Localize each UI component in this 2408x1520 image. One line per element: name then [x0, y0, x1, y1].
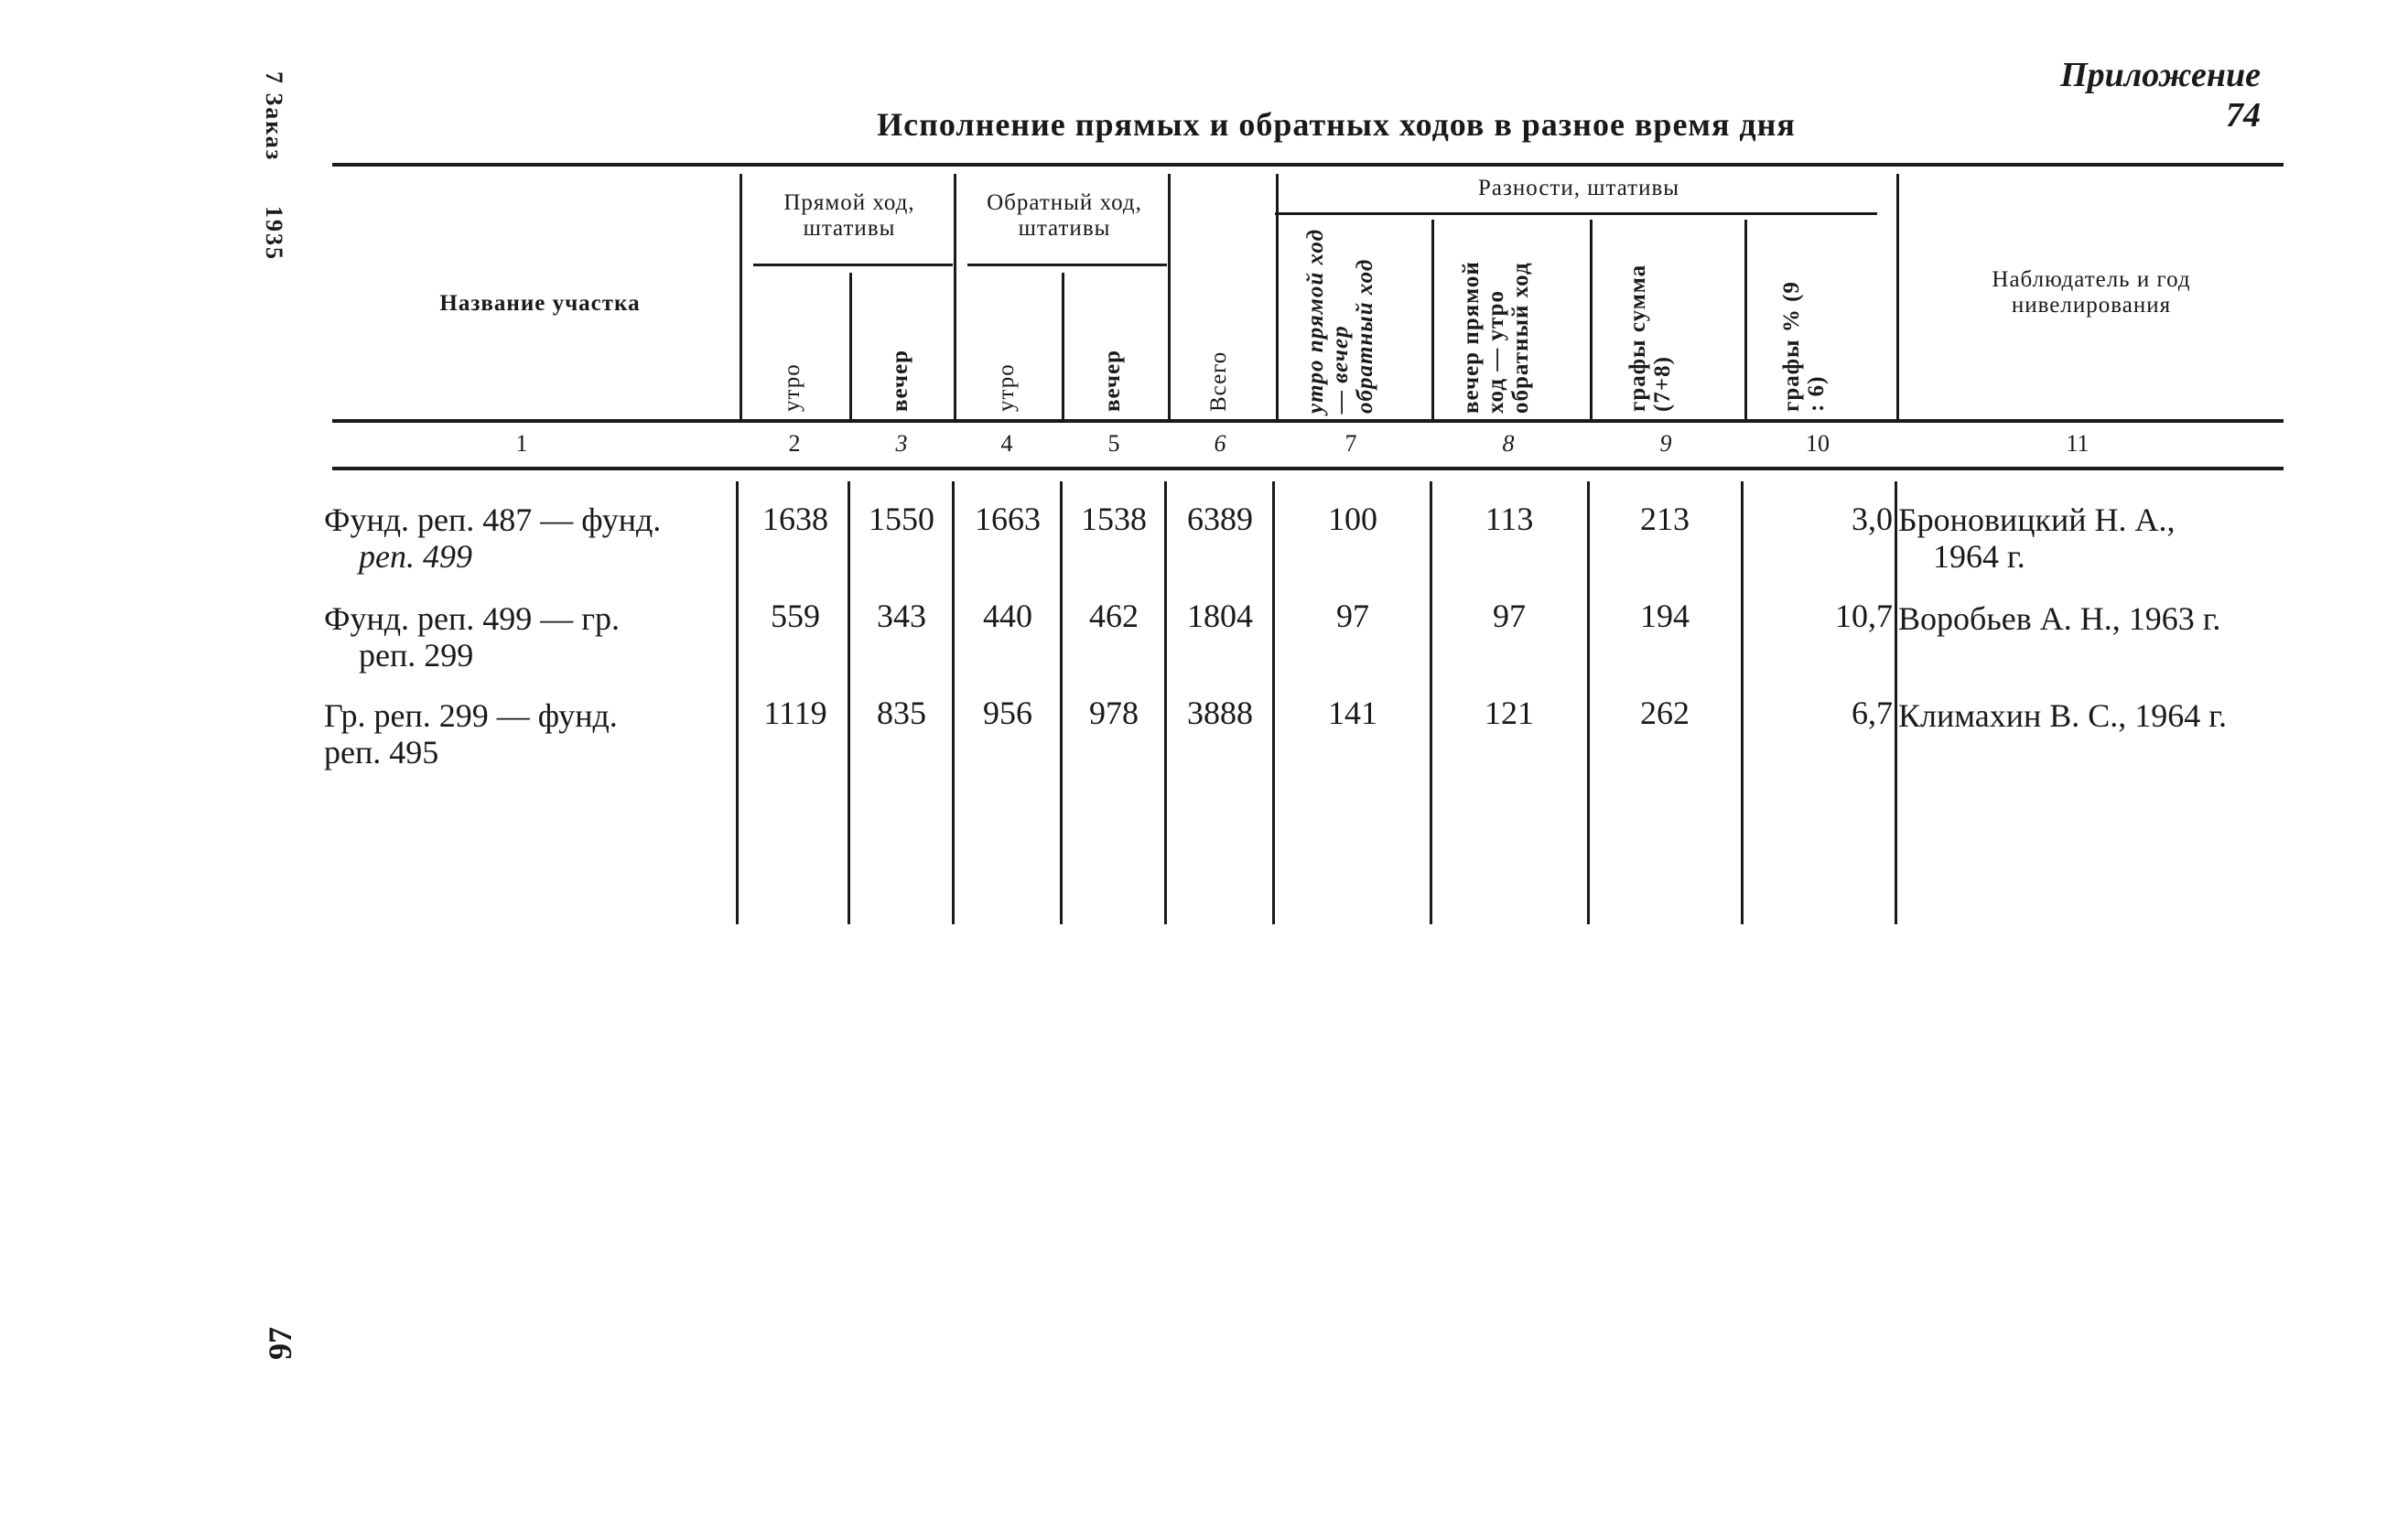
header-section-name: Название участка — [439, 291, 641, 316]
row-1-f-morning: 1638 — [762, 501, 828, 537]
row-3-observer-line1: Климахин В. С., 1964 г. — [1898, 697, 2228, 734]
header-forward: Прямой ход, штативы — [783, 190, 915, 241]
row-1-observer-line1: Броновицкий Н. А., — [1898, 501, 2176, 538]
header-forward-morning: утро — [780, 363, 804, 412]
col-number-11: 11 — [2066, 430, 2089, 457]
col-number-10: 10 — [1806, 430, 1830, 457]
row-1-sum: 213 — [1640, 501, 1690, 537]
header-diff-morning-forward: утро прямой ход — вечер обратный ход — [1303, 229, 1377, 414]
header-observer: Наблюдатель и год нивелирования — [1992, 267, 2191, 318]
col-divider-1 — [740, 174, 742, 419]
margin-order-label: 7 Заказ — [261, 71, 287, 162]
forward-subrule — [753, 264, 953, 266]
col-number-9: 9 — [1659, 430, 1672, 457]
header-total: Всего — [1206, 350, 1231, 412]
body-divider-6 — [1272, 481, 1275, 924]
body-divider-4 — [1060, 481, 1063, 924]
body-divider-3 — [952, 481, 955, 924]
col-number-7: 7 — [1344, 430, 1357, 457]
col-number-2: 2 — [788, 430, 801, 457]
body-divider-5 — [1164, 481, 1167, 924]
row-1-observer — [1898, 501, 2301, 575]
row-1-percent: 3,0 — [1852, 501, 1893, 537]
row-2-name-line2: реп. 299 — [359, 637, 474, 674]
row-2-percent: 10,7 — [1835, 598, 1893, 634]
row-3-f-morning: 1119 — [763, 695, 827, 731]
header-backward: Обратный ход, штативы — [987, 190, 1142, 241]
header-sum: графы сумма (7+8) — [1625, 264, 1675, 412]
col-number-5: 5 — [1107, 430, 1120, 457]
row-2-f-evening: 343 — [877, 598, 926, 634]
row-2-f-morning: 559 — [771, 598, 820, 634]
row-2-diff-8: 97 — [1493, 598, 1526, 634]
row-2-name-line1: Фунд. реп. 499 — гр. — [324, 600, 621, 637]
body-divider-2 — [848, 481, 850, 924]
col-divider-10 — [1896, 174, 1899, 419]
margin-order-note — [260, 71, 287, 261]
page-number: 97 — [262, 1327, 298, 1360]
col-divider-8 — [1590, 220, 1593, 419]
row-1-observer-line2: 1964 г. — [1933, 538, 2025, 575]
row-1-b-evening: 1538 — [1081, 501, 1147, 537]
body-divider-7 — [1430, 481, 1432, 924]
table-title: Исполнение прямых и обратных ходов в разное время дня — [877, 106, 1796, 143]
row-3-total: 3888 — [1187, 695, 1253, 731]
row-3-observer — [1898, 697, 2301, 734]
row-3-section-name — [324, 697, 708, 771]
col-divider-4 — [1062, 273, 1064, 419]
header-backward-morning: утро — [994, 363, 1019, 412]
row-3-diff-7: 141 — [1328, 695, 1377, 731]
row-2-b-morning: 440 — [983, 598, 1032, 634]
row-1-total: 6389 — [1187, 501, 1253, 537]
body-divider-10 — [1895, 481, 1897, 924]
col-divider-7 — [1431, 220, 1434, 419]
row-3-f-evening: 835 — [877, 695, 926, 731]
row-2-diff-7: 97 — [1336, 598, 1369, 634]
col-divider-2 — [849, 273, 852, 419]
row-3-name-line1: Гр. реп. 299 — фунд. — [324, 697, 618, 734]
row-1-diff-8: 113 — [1485, 501, 1534, 537]
row-1-f-evening: 1550 — [869, 501, 934, 537]
body-divider-1 — [736, 481, 739, 924]
row-2-observer-line1: Воробьев А. Н., 1963 г. — [1898, 600, 2221, 637]
appendix-label: Приложение 74 — [2060, 56, 2261, 135]
row-3-b-evening: 978 — [1089, 695, 1139, 731]
row-2-section-name — [324, 600, 708, 674]
row-1-diff-7: 100 — [1328, 501, 1377, 537]
header-forward-evening: вечер — [888, 349, 912, 412]
col-divider-6 — [1276, 174, 1279, 419]
header-backward-evening: вечер — [1100, 349, 1125, 412]
header-diff-evening-forward: вечер прямой ход — утро обратный ход — [1459, 261, 1533, 414]
backward-subrule — [967, 264, 1167, 266]
row-3-diff-8: 121 — [1485, 695, 1534, 731]
row-2-sum: 194 — [1640, 598, 1690, 634]
body-divider-9 — [1741, 481, 1744, 924]
body-divider-8 — [1587, 481, 1590, 924]
row-1-name-line2: реп. 499 — [359, 538, 472, 575]
col-divider-3 — [954, 174, 956, 419]
header-differences: Разности, штативы — [1477, 176, 1680, 200]
col-number-3: 3 — [895, 430, 908, 457]
col-number-4: 4 — [1000, 430, 1013, 457]
col-number-8: 8 — [1502, 430, 1515, 457]
margin-order-number: 1935 — [261, 205, 287, 261]
row-2-observer — [1898, 600, 2301, 637]
row-2-b-evening: 462 — [1089, 598, 1139, 634]
row-1-b-morning: 1663 — [975, 501, 1041, 537]
row-3-name-line2: реп. 495 — [324, 734, 439, 771]
header-percent: графы % (9 : 6) — [1779, 281, 1829, 412]
row-3-b-morning: 956 — [983, 695, 1032, 731]
row-3-sum: 262 — [1640, 695, 1690, 731]
differences-subrule — [1275, 212, 1877, 215]
header-bottom-rule — [332, 419, 2284, 423]
col-number-1: 1 — [515, 430, 528, 457]
numbers-bottom-rule — [332, 467, 2284, 470]
row-2-total: 1804 — [1187, 598, 1253, 634]
table-top-rule — [332, 163, 2284, 167]
row-1-section-name — [324, 501, 708, 575]
row-1-name-line1: Фунд. реп. 487 — фунд. — [324, 501, 662, 538]
col-divider-5 — [1168, 174, 1171, 419]
col-number-6: 6 — [1214, 430, 1226, 457]
row-3-percent: 6,7 — [1852, 695, 1893, 731]
col-divider-9 — [1744, 220, 1747, 419]
